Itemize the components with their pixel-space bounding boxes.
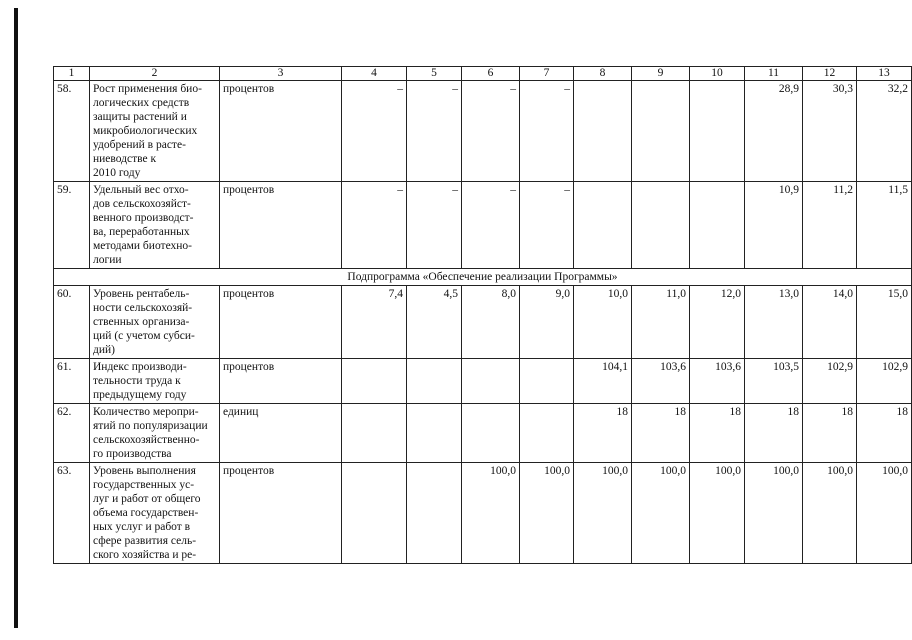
value-cell: 11,2	[803, 182, 857, 269]
value-cell: 18	[574, 404, 632, 463]
header-row	[54, 67, 912, 81]
indicator-name-line: Уровень выполнения	[93, 465, 196, 477]
value-cell: 32,2	[857, 81, 912, 182]
value-cell	[574, 81, 632, 182]
value-cell: 14,0	[803, 286, 857, 359]
indicator-name-line: ниеводстве к	[93, 153, 157, 165]
value-cell: 28,9	[745, 81, 803, 182]
value-cell: 9,0	[520, 286, 574, 359]
value-cell	[520, 404, 574, 463]
value-cell: 102,9	[857, 359, 912, 404]
header-cell: 1	[54, 67, 90, 81]
value-cell	[342, 359, 407, 404]
value-cell	[520, 359, 574, 404]
header-cell: 9	[632, 67, 690, 81]
header-cell: 5	[407, 67, 462, 81]
row-number: 62.	[54, 404, 90, 463]
indicator-name-line: дий)	[93, 344, 115, 356]
value-cell: –	[342, 182, 407, 269]
value-cell: 100,0	[745, 463, 803, 564]
section-title: Подпрограмма «Обеспечение реализации Программы»	[54, 269, 912, 286]
header-cell: 6	[462, 67, 520, 81]
value-cell: 18	[632, 404, 690, 463]
indicator-name-line: Рост применения био-	[93, 83, 202, 95]
table-row	[54, 182, 912, 269]
value-cell: 100,0	[803, 463, 857, 564]
value-cell: 103,6	[632, 359, 690, 404]
header-cell: 4	[342, 67, 407, 81]
value-cell	[632, 81, 690, 182]
indicator-name-line: сельскохозяйственно-	[93, 434, 200, 446]
value-cell	[342, 404, 407, 463]
value-cell: 18	[745, 404, 803, 463]
table-row	[54, 286, 912, 359]
indicator-name-line: го производства	[93, 448, 172, 460]
value-cell: 102,9	[803, 359, 857, 404]
value-cell	[462, 359, 520, 404]
unit-cell: единиц	[220, 404, 342, 463]
value-cell: 10,9	[745, 182, 803, 269]
value-cell	[407, 404, 462, 463]
indicator-name-line: предыдущему году	[93, 389, 187, 401]
value-cell: –	[462, 182, 520, 269]
indicator-name	[90, 182, 220, 269]
unit-cell: процентов	[220, 81, 342, 182]
indicator-name-line: методами биотехно-	[93, 240, 193, 252]
value-cell: –	[462, 81, 520, 182]
value-cell	[690, 182, 745, 269]
indicator-name-line: ных услуг и работ в	[93, 521, 191, 533]
indicator-name-line: ций (с учетом субси-	[93, 330, 195, 342]
row-number: 58.	[54, 81, 90, 182]
value-cell	[407, 463, 462, 564]
header-cell: 11	[745, 67, 803, 81]
value-cell: 103,5	[745, 359, 803, 404]
table-row	[54, 404, 912, 463]
indicator-name-line: Удельный вес отхо-	[93, 184, 189, 196]
indicator-name-line: защиты растений и	[93, 111, 187, 123]
indicator-name-line: удобрений в расте-	[93, 139, 186, 151]
header-cell: 7	[520, 67, 574, 81]
value-cell	[690, 81, 745, 182]
row-number: 59.	[54, 182, 90, 269]
indicator-name	[90, 404, 220, 463]
header-cell: 13	[857, 67, 912, 81]
value-cell: 12,0	[690, 286, 745, 359]
value-cell: 30,3	[803, 81, 857, 182]
header-cell: 8	[574, 67, 632, 81]
indicator-name-line: Уровень рентабель-	[93, 288, 190, 300]
value-cell: 104,1	[574, 359, 632, 404]
value-cell: 4,5	[407, 286, 462, 359]
value-cell: –	[407, 81, 462, 182]
unit-cell: процентов	[220, 182, 342, 269]
value-cell	[407, 359, 462, 404]
header-cell: 3	[220, 67, 342, 81]
indicator-name-line: дов сельскохозяйст-	[93, 198, 191, 210]
indicator-name-line: логии	[93, 254, 122, 266]
row-number: 60.	[54, 286, 90, 359]
indicator-name	[90, 463, 220, 564]
row-number: 63.	[54, 463, 90, 564]
indicator-name-line: 2010 году	[93, 167, 141, 179]
value-cell: –	[407, 182, 462, 269]
indicator-name-line: ва, переработанных	[93, 226, 190, 238]
indicator-name-line: луг и работ от общего	[93, 493, 201, 505]
indicator-name	[90, 359, 220, 404]
value-cell	[342, 463, 407, 564]
value-cell: 7,4	[342, 286, 407, 359]
value-cell: –	[520, 182, 574, 269]
scan-edge-bar	[14, 8, 18, 628]
indicator-name-line: ственных организа-	[93, 316, 190, 328]
header-cell: 12	[803, 67, 857, 81]
value-cell	[574, 182, 632, 269]
value-cell: 18	[803, 404, 857, 463]
table-row	[54, 359, 912, 404]
indicator-name-line: ского хозяйства и ре-	[93, 549, 197, 561]
indicator-name-line: ности сельскохозяй-	[93, 302, 193, 314]
value-cell: 11,0	[632, 286, 690, 359]
value-cell	[632, 182, 690, 269]
value-cell: 15,0	[857, 286, 912, 359]
indicator-name-line: сфере развития сель-	[93, 535, 197, 547]
value-cell: 100,0	[632, 463, 690, 564]
value-cell: 103,6	[690, 359, 745, 404]
value-cell: 100,0	[574, 463, 632, 564]
unit-cell: процентов	[220, 286, 342, 359]
value-cell: 11,5	[857, 182, 912, 269]
indicator-name-line: Индекс производи-	[93, 361, 187, 373]
indicator-name-line: микробиологических	[93, 125, 198, 137]
table-row	[54, 463, 912, 564]
row-number: 61.	[54, 359, 90, 404]
value-cell: 100,0	[690, 463, 745, 564]
indicator-name-line: Количество меропри-	[93, 406, 199, 418]
indicator-name-line: логических средств	[93, 97, 190, 109]
value-cell: 10,0	[574, 286, 632, 359]
section-row	[54, 269, 912, 286]
value-cell: –	[520, 81, 574, 182]
table-row	[54, 81, 912, 182]
indicator-name-line: объема государствен-	[93, 507, 199, 519]
indicators-table	[53, 66, 912, 564]
value-cell: 13,0	[745, 286, 803, 359]
value-cell	[462, 404, 520, 463]
value-cell: 8,0	[462, 286, 520, 359]
value-cell: 100,0	[462, 463, 520, 564]
value-cell: 100,0	[520, 463, 574, 564]
header-cell: 2	[90, 67, 220, 81]
value-cell: 18	[690, 404, 745, 463]
indicator-name	[90, 81, 220, 182]
unit-cell: процентов	[220, 359, 342, 404]
indicator-name-line: ятий по популяризации	[93, 420, 208, 432]
unit-cell: процентов	[220, 463, 342, 564]
indicator-name	[90, 286, 220, 359]
value-cell: –	[342, 81, 407, 182]
indicator-name-line: венного производст-	[93, 212, 194, 224]
header-cell: 10	[690, 67, 745, 81]
value-cell: 18	[857, 404, 912, 463]
value-cell: 100,0	[857, 463, 912, 564]
indicator-name-line: государственных ус-	[93, 479, 195, 491]
indicator-name-line: тельности труда к	[93, 375, 181, 387]
